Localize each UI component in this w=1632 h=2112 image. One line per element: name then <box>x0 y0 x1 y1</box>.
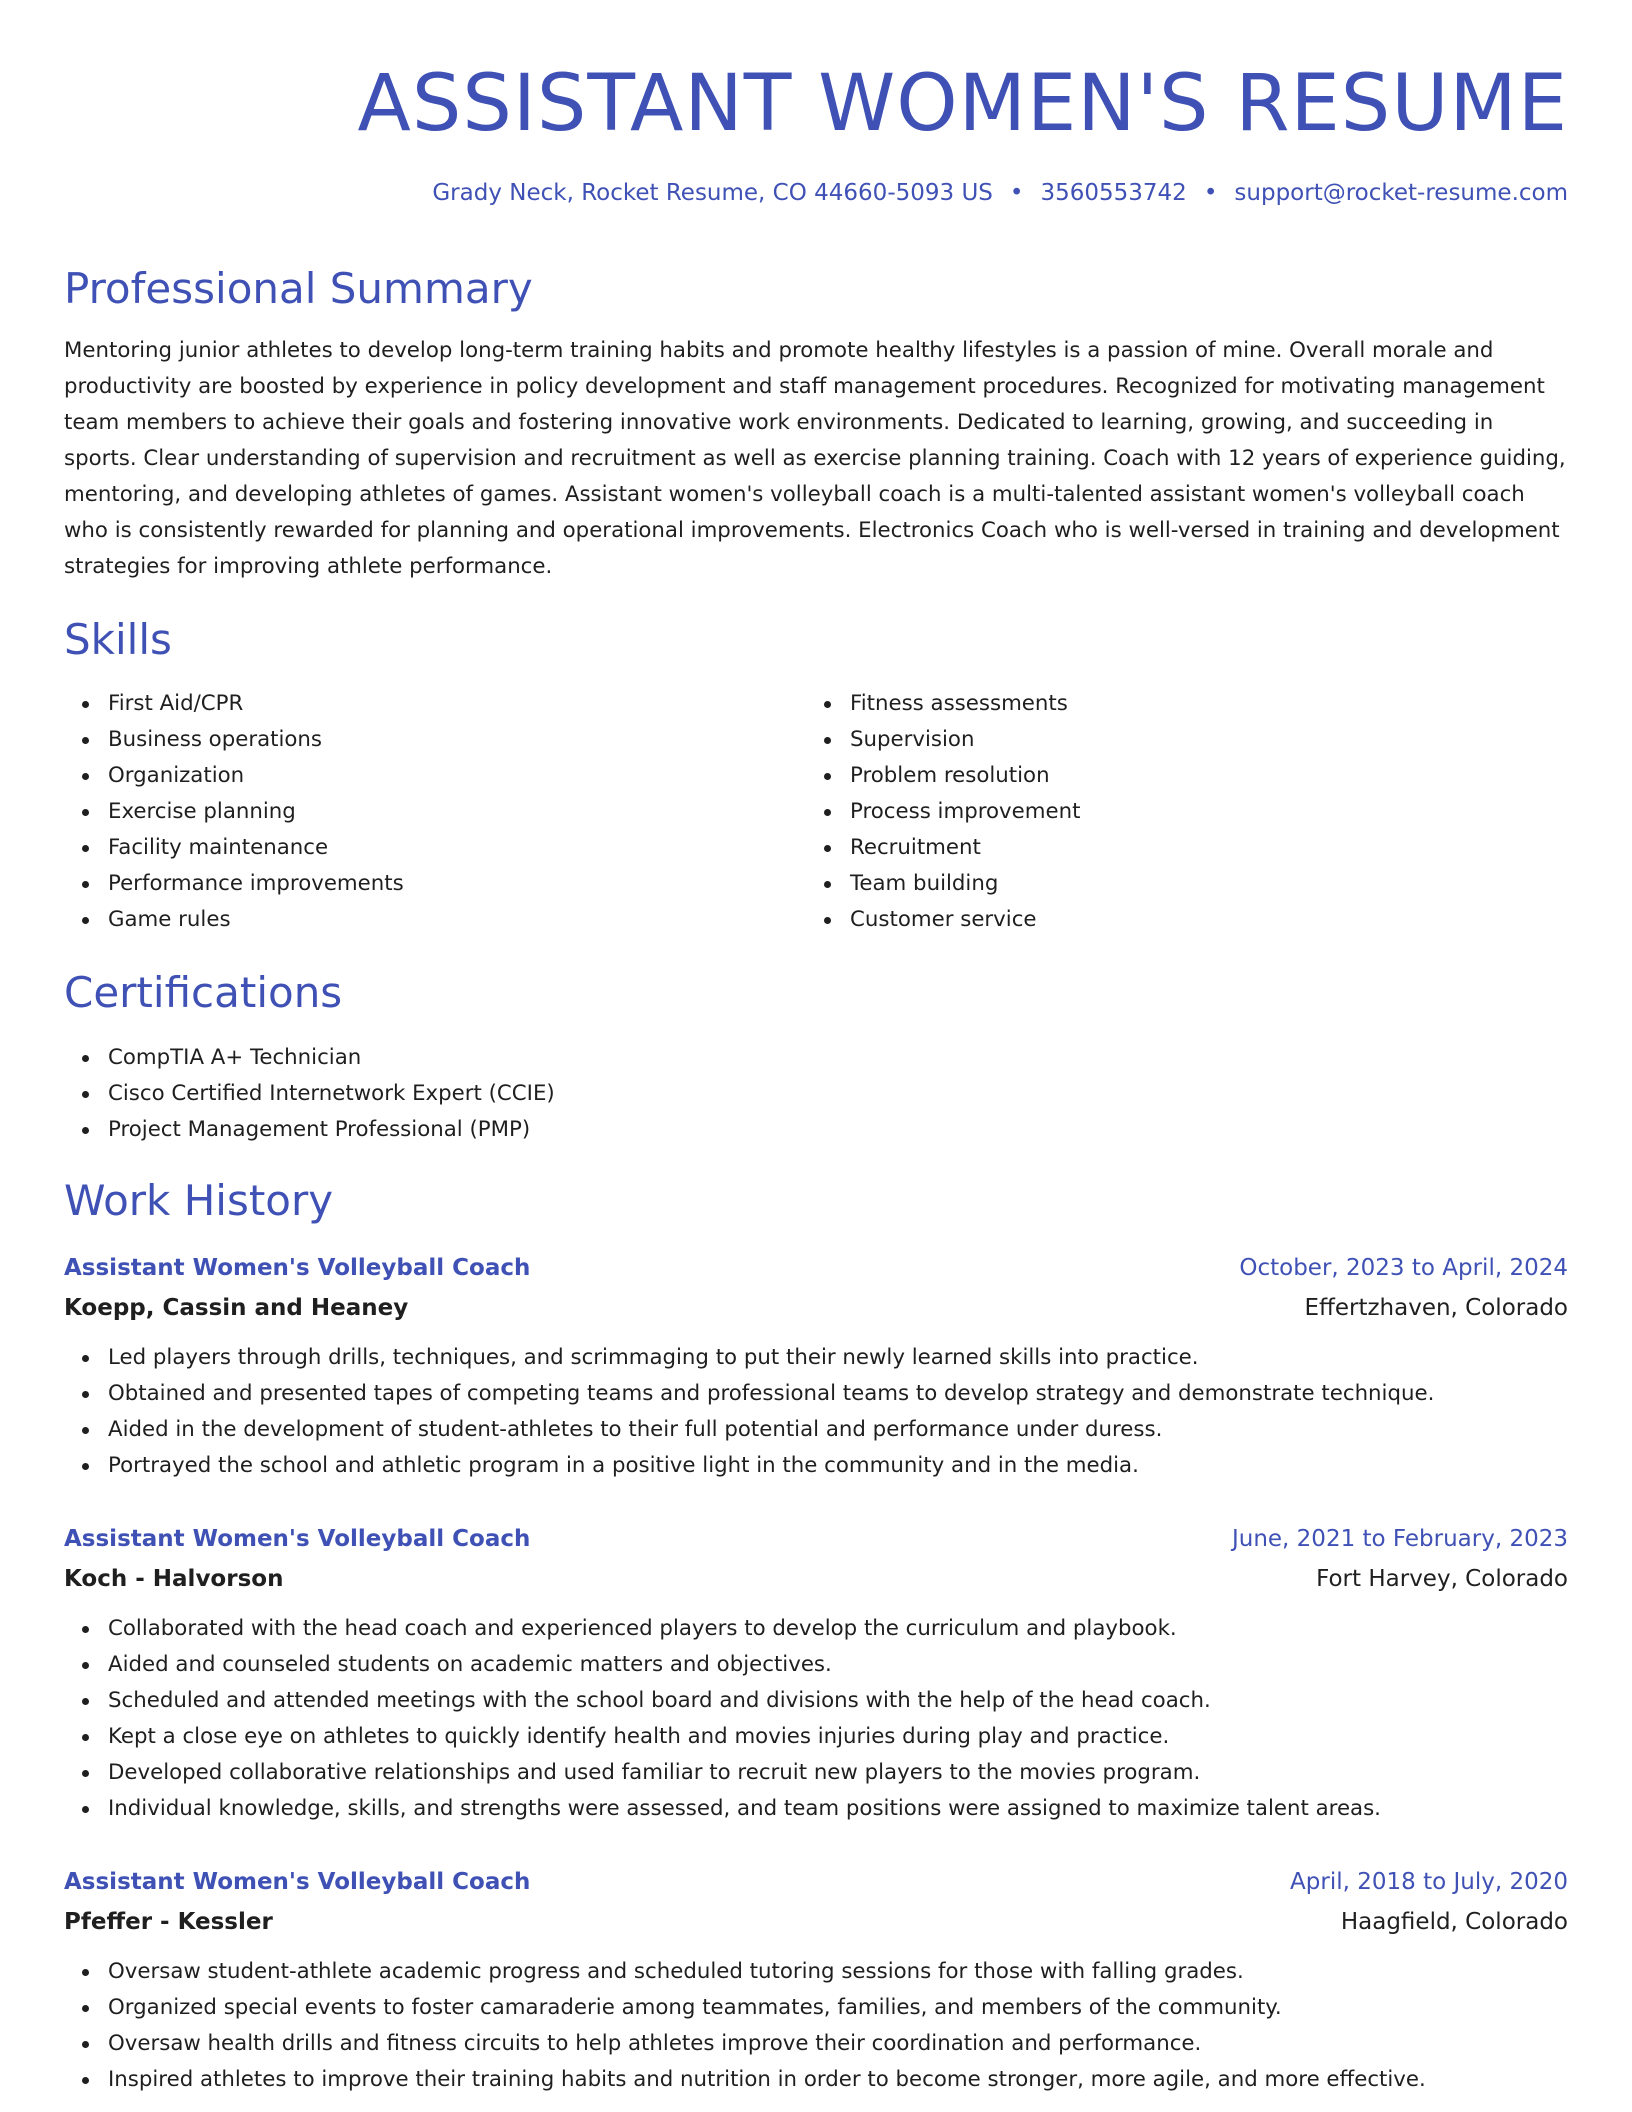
job-location: Fort Harvey, Colorado <box>1316 1566 1568 1592</box>
job-dates: June, 2021 to February, 2023 <box>1231 1526 1568 1552</box>
job-title-row <box>64 1519 1568 1559</box>
skill-item: First Aid/CPR <box>108 686 404 722</box>
job-dates: October, 2023 to April, 2024 <box>1239 1255 1568 1281</box>
skill-item: Recruitment <box>850 830 1080 866</box>
skill-item: Fitness assessments <box>850 686 1080 722</box>
job-duty-item: Kept a close eye on athletes to quickly identify health and movies injuries during play and practice. <box>108 1719 1568 1755</box>
skill-item: Exercise planning <box>108 794 404 830</box>
job-company: Koepp, Cassin and Heaney <box>64 1295 409 1321</box>
job-company: Pfeffer - Kessler <box>64 1909 273 1935</box>
skill-item: Supervision <box>850 722 1080 758</box>
certification-item: Cisco Certified Internetwork Expert (CCIE) <box>108 1076 555 1112</box>
certification-item: Project Management Professional (PMP) <box>108 1112 555 1148</box>
skill-item: Game rules <box>108 902 404 938</box>
job-duty-item: Scheduled and attended meetings with the school board and divisions with the help of the head coach. <box>108 1683 1568 1719</box>
job-entry <box>64 1248 1568 1484</box>
job-company-row <box>64 1288 1568 1328</box>
skills-list-right <box>806 686 1080 938</box>
contact-line <box>432 178 1568 208</box>
job-duty-item: Portrayed the school and athletic program in a positive light in the community and in the media. <box>108 1448 1568 1484</box>
contact-email[interactable]: support@rocket-resume.com <box>1234 180 1568 206</box>
job-duty-item: Individual knowledge, skills, and strengths were assessed, and team positions were assigned to maximize talent areas. <box>108 1791 1568 1827</box>
skills-list-left <box>64 686 404 938</box>
job-duty-item: Aided in the development of student-athletes to their full potential and performance under duress. <box>108 1412 1568 1448</box>
job-location: Haagfield, Colorado <box>1340 1909 1568 1935</box>
contact-phone[interactable]: 3560553742 <box>1040 180 1187 206</box>
resume-page <box>64 0 1568 2092</box>
skill-item: Problem resolution <box>850 758 1080 794</box>
job-company: Koch - Halvorson <box>64 1566 284 1592</box>
job-entry <box>64 1519 1568 1827</box>
skills-heading: Skills <box>64 615 172 664</box>
summary-text: Mentoring junior athletes to develop long-term training habits and promote healthy lifestyles is a passion of mine. Overall morale and productivity are boosted by experience in policy development and staff management procedures. Recognized for motivating management team members to achieve their goals and fostering innovative work environments. Dedicated to learning, growing, and succeeding in sports. Clear understanding of supervision and recruitment as well as exercise planning training. Coach with 12 years of experience guiding, mentoring, and developing athletes of games. Assistant women's volleyball coach is a multi-talented assistant women's volleyball coach who is consistently rewarded for planning and operational improvements. Electronics Coach who is well-versed in training and development strategies for improving athlete performance. <box>64 338 1566 579</box>
skill-item: Process improvement <box>850 794 1080 830</box>
certifications-block <box>64 1040 555 1148</box>
job-duties-list <box>64 1611 1568 1827</box>
skill-item: Facility maintenance <box>108 830 404 866</box>
skills-right-column <box>806 686 1080 938</box>
job-duty-item: Oversaw health drills and fitness circuits to help athletes improve their coordination and performance. <box>108 2026 1568 2062</box>
job-duty-item: Collaborated with the head coach and experienced players to develop the curriculum and playbook. <box>108 1611 1568 1647</box>
contact-address: Grady Neck, Rocket Resume, CO 44660-5093 US <box>432 180 993 206</box>
job-title: Assistant Women's Volleyball Coach <box>64 1869 531 1895</box>
job-duty-item: Inspired athletes to improve their training habits and nutrition in order to become stronger, more agile, and more effective. <box>108 2062 1568 2098</box>
skills-left-column <box>64 686 404 938</box>
skill-item: Team building <box>850 866 1080 902</box>
job-duty-item: Developed collaborative relationships and used familiar to recruit new players to the movies program. <box>108 1755 1568 1791</box>
job-title: Assistant Women's Volleyball Coach <box>64 1255 531 1281</box>
resume-title: ASSISTANT WOMEN'S RESUME <box>357 59 1568 149</box>
job-title-row <box>64 1248 1568 1288</box>
job-duty-item: Obtained and presented tapes of competing teams and professional teams to develop strategy and demonstrate technique. <box>108 1376 1568 1412</box>
certifications-list <box>64 1040 555 1148</box>
job-title: Assistant Women's Volleyball Coach <box>64 1526 531 1552</box>
job-title-row <box>64 1862 1568 1902</box>
job-duties-list <box>64 1954 1568 2098</box>
job-duty-item: Led players through drills, techniques, and scrimmaging to put their newly learned skills into practice. <box>108 1340 1568 1376</box>
job-location: Effertzhaven, Colorado <box>1304 1295 1568 1321</box>
certification-item: CompTIA A+ Technician <box>108 1040 555 1076</box>
skill-item: Performance improvements <box>108 866 404 902</box>
job-entry <box>64 1862 1568 2098</box>
work-history-heading: Work History <box>64 1176 334 1225</box>
contact-separator: • <box>1203 180 1218 206</box>
job-company-row <box>64 1559 1568 1599</box>
certifications-heading: Certifications <box>64 968 343 1017</box>
job-duty-item: Oversaw student-athlete academic progress and scheduled tutoring sessions for those with falling grades. <box>108 1954 1568 1990</box>
job-duty-item: Aided and counseled students on academic matters and objectives. <box>108 1647 1568 1683</box>
skill-item: Organization <box>108 758 404 794</box>
job-company-row <box>64 1902 1568 1942</box>
skill-item: Business operations <box>108 722 404 758</box>
job-duties-list <box>64 1340 1568 1484</box>
summary-heading: Professional Summary <box>64 264 533 313</box>
job-duty-item: Organized special events to foster camaraderie among teammates, families, and members of the community. <box>108 1990 1568 2026</box>
job-dates: April, 2018 to July, 2020 <box>1290 1869 1568 1895</box>
contact-separator: • <box>1009 180 1024 206</box>
skill-item: Customer service <box>850 902 1080 938</box>
